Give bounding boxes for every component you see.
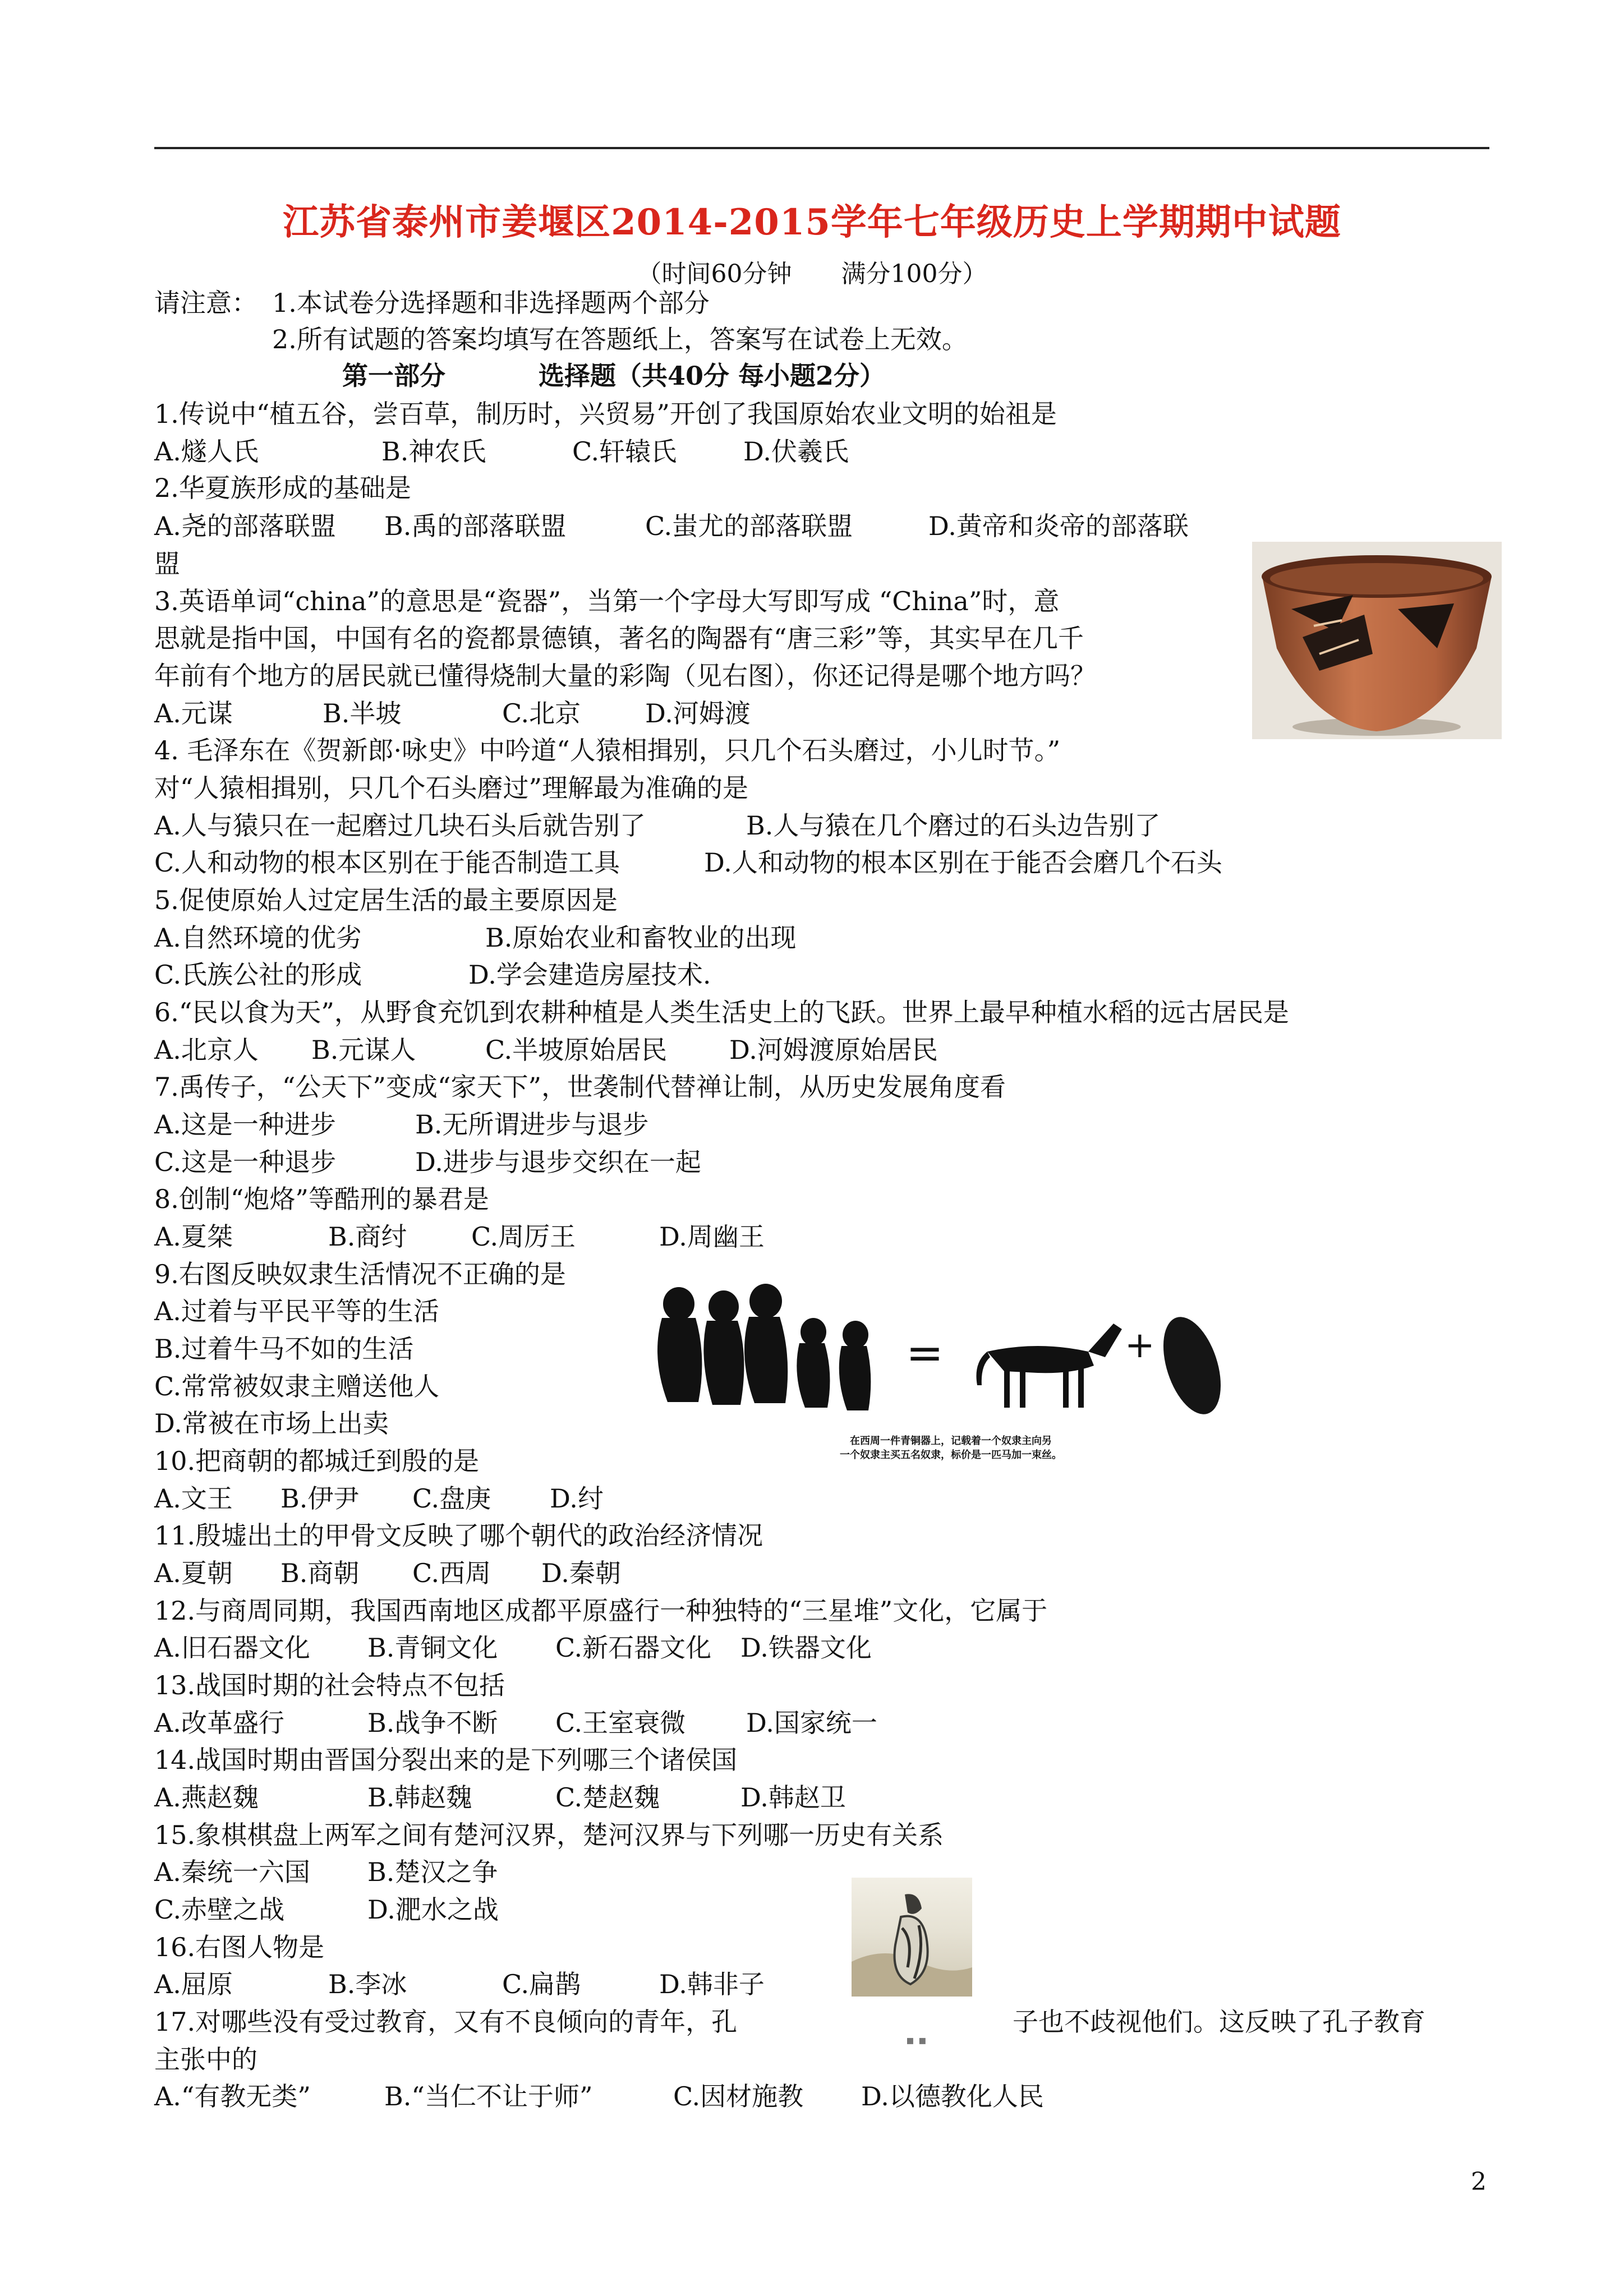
option: C.扁鹊 <box>502 1969 581 1999</box>
option: C.氏族公社的形成 <box>154 960 362 990</box>
option: C.常常被奴隶主赠送他人 <box>154 1371 440 1401</box>
figure-caption-line-1: 在西周一件青铜器上，记载着一个奴隶主向另 <box>850 1435 1052 1447</box>
option: A.“有教无类” <box>154 2081 311 2111</box>
option: C.蚩尤的部落联盟 <box>645 511 853 541</box>
question-stem: 10.把商朝的都城迁到殷的是 <box>154 1446 480 1476</box>
figure-caption-line-2: 一个奴隶主买五名奴隶，标价是一匹马加一束丝。 <box>840 1449 1062 1461</box>
question-stem: 对“人猿相揖别，只几个石头磨过”理解最为准确的是 <box>154 773 749 803</box>
question-stem: 9.右图反映奴隶生活情况不正确的是 <box>154 1259 566 1289</box>
option: B.无所谓进步与退步 <box>415 1109 649 1140</box>
option: C.轩辕氏 <box>572 436 677 467</box>
option: B.神农氏 <box>381 436 486 467</box>
option: A.过着与平民平等的生活 <box>154 1296 439 1326</box>
option: C.楚赵魏 <box>555 1782 660 1813</box>
option: C.王室衰微 <box>555 1708 686 1738</box>
option: D.淝水之战 <box>367 1894 499 1925</box>
option: A.屈原 <box>154 1969 233 1999</box>
page-number: 2 <box>1471 2168 1487 2196</box>
option: C.新石器文化 <box>555 1633 712 1663</box>
option: B.战争不断 <box>367 1708 498 1738</box>
question-stem: 主张中的 <box>154 2044 257 2074</box>
option: B.伊尹 <box>280 1483 360 1514</box>
option: A.燕赵魏 <box>154 1782 259 1813</box>
image-dots: ▪ ▪ <box>906 2034 927 2048</box>
option: C.赤壁之战 <box>154 1894 285 1925</box>
option: B.韩赵魏 <box>367 1782 472 1813</box>
notes-label: 请注意： <box>154 288 257 318</box>
option: D.黄帝和炎帝的部落联 <box>928 511 1189 541</box>
confucius-portrait-image <box>852 1878 972 1997</box>
option: A.尧的部落联盟 <box>154 511 336 541</box>
option-wrap: 盟 <box>154 548 180 579</box>
header-rule <box>154 147 1489 149</box>
slave-trade-figure <box>645 1273 1257 1475</box>
question-stem: 11.殷墟出土的甲骨文反映了哪个朝代的政治经济情况 <box>154 1520 763 1551</box>
option: B.商纣 <box>328 1221 407 1252</box>
question-stem: 15.象棋棋盘上两军之间有楚河汉界，楚河汉界与下列哪一历史有关系 <box>154 1820 944 1850</box>
option: D.人和动物的根本区别在于能否会磨几个石头 <box>704 847 1222 878</box>
option: C.因材施教 <box>673 2081 804 2111</box>
question-stem: 8.创制“炮烙”等酷刑的暴君是 <box>154 1184 489 1214</box>
option: C.人和动物的根本区别在于能否制造工具 <box>154 847 620 878</box>
option: A.夏桀 <box>154 1221 233 1252</box>
option: D.以德教化人民 <box>861 2081 1044 2111</box>
option: A.燧人氏 <box>154 436 259 467</box>
question-stem: 子也不歧视他们。这反映了孔子教育 <box>1013 2007 1425 2037</box>
option: D.进步与退步交织在一起 <box>415 1147 701 1177</box>
option: A.自然环境的优劣 <box>154 923 362 953</box>
option: A.改革盛行 <box>154 1708 284 1738</box>
option: D.河姆渡 <box>645 698 751 729</box>
question-stem: 思就是指中国，中国有名的瓷都景德镇，著名的陶器有“唐三彩”等，其实早在几千 <box>154 623 1084 653</box>
option: D.铁器文化 <box>740 1633 872 1663</box>
option: A.夏朝 <box>154 1558 233 1588</box>
question-stem: 2.华夏族形成的基础是 <box>154 473 411 503</box>
section-name: 选择题（共40分 每小题2分） <box>539 361 886 391</box>
option: D.纣 <box>550 1483 604 1514</box>
question-stem: 17.对哪些没有受过教育，又有不良倾向的青年，孔 <box>154 2007 738 2037</box>
option: B.半坡 <box>323 698 402 729</box>
question-stem: 7.禹传子，“公天下”变成“家天下”，世袭制代替禅让制，从历史发展角度看 <box>154 1072 1006 1102</box>
equals-sign: = <box>906 1327 944 1379</box>
question-stem: 12.与商周同期，我国西南地区成都平原盛行一种独特的“三星堆”文化，它属于 <box>154 1596 1048 1626</box>
question-stem: 3.英语单词“china”的意思是“瓷器”，当第一个字母大写即写成 “China”时，意 <box>154 586 1060 616</box>
option: A.人与猿只在一起磨过几块石头后就告别了 <box>154 810 646 841</box>
page-title: 江苏省泰州市姜堰区2014-2015学年七年级历史上学期期中试题 <box>283 201 1341 243</box>
option: B.禹的部落联盟 <box>384 511 567 541</box>
option: D.国家统一 <box>746 1708 877 1738</box>
option: A.这是一种进步 <box>154 1109 336 1140</box>
question-stem: 6.“民以食为天”，从野食充饥到农耕种植是人类生活史上的飞跃。世界上最早种植水稻的远古居民是 <box>154 997 1289 1027</box>
option: A.北京人 <box>154 1035 259 1065</box>
option: A.旧石器文化 <box>154 1633 310 1663</box>
option: D.韩非子 <box>659 1969 765 1999</box>
plus-sign: + <box>1125 1325 1155 1366</box>
option: B.“当仁不让于师” <box>384 2081 593 2111</box>
option: D.学会建造房屋技术. <box>468 960 711 990</box>
note-2: 2.所有试题的答案均填写在答题纸上，答案写在试卷上无效。 <box>272 324 968 354</box>
painted-pottery-image <box>1252 542 1502 739</box>
option: A.元谋 <box>154 698 233 729</box>
question-stem: 1.传说中“植五谷，尝百草，制历时，兴贸易”开创了我国原始农业文明的始祖是 <box>154 399 1057 429</box>
option: C.周厉王 <box>471 1221 576 1252</box>
option: D.河姆渡原始居民 <box>729 1035 938 1065</box>
question-stem: 14.战国时期由晋国分裂出来的是下列哪三个诸侯国 <box>154 1745 738 1775</box>
option: D.伏羲氏 <box>743 436 849 467</box>
question-stem: 4. 毛泽东在《贺新郎·咏史》中吟道“人猿相揖别，只几个石头磨过，小儿时节。” <box>154 735 1061 766</box>
option: D.周幽王 <box>659 1221 765 1252</box>
question-stem: 16.右图人物是 <box>154 1932 325 1962</box>
option: C.盘庚 <box>412 1483 491 1514</box>
option: B.商朝 <box>280 1558 360 1588</box>
option: B.过着牛马不如的生活 <box>154 1334 414 1364</box>
option: C.半坡原始居民 <box>485 1035 668 1065</box>
option: A.文王 <box>154 1483 233 1514</box>
note-1: 1.本试卷分选择题和非选择题两个部分 <box>272 288 710 318</box>
option: C.这是一种退步 <box>154 1147 337 1177</box>
question-stem: 13.战国时期的社会特点不包括 <box>154 1670 505 1700</box>
question-stem: 年前有个地方的居民就已懂得烧制大量的彩陶（见右图），你还记得是哪个地方吗？ <box>154 661 1096 691</box>
option: D.秦朝 <box>541 1558 621 1588</box>
section-part: 第一部分 <box>342 361 445 391</box>
exam-info: （时间60分钟 满分100分） <box>637 260 987 288</box>
option: B.原始农业和畜牧业的出现 <box>485 923 797 953</box>
option: B.人与猿在几个磨过的石头边告别了 <box>746 810 1161 841</box>
option: C.西周 <box>412 1558 491 1588</box>
option: B.元谋人 <box>311 1035 416 1065</box>
question-stem: 5.促使原始人过定居生活的最主要原因是 <box>154 885 618 915</box>
option: D.常被在市场上出卖 <box>154 1408 389 1439</box>
option: C.北京 <box>502 698 581 729</box>
option: B.楚汉之争 <box>367 1857 498 1887</box>
option: D.韩赵卫 <box>740 1782 846 1813</box>
option: B.青铜文化 <box>367 1633 498 1663</box>
option: A.秦统一六国 <box>154 1857 310 1887</box>
option: B.李冰 <box>328 1969 407 1999</box>
